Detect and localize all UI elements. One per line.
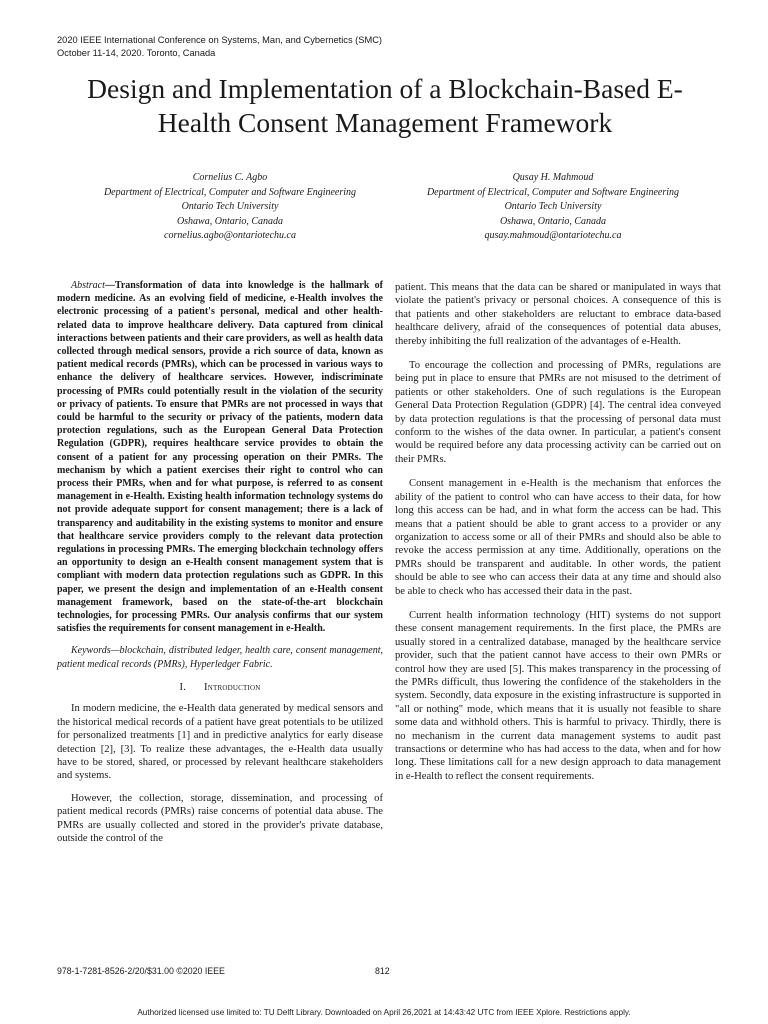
author-university: Ontario Tech University: [504, 201, 602, 213]
right-column: [395, 281, 721, 792]
paragraph: To encourage the collection and processing of PMRs, regulations are being put in place to ensure that PMRs are not misused to the detriment of patients or other stakeholders. One of such regulations is the European General Data Protection Regulation (GDPR) [4]. The central idea conveyed by data protection regulations is that the processing of personal data must conform to the wishes of the data owner. In particular, a patient's consent would be required before any data processing activity can be carried out on their PMRs.: [395, 360, 721, 465]
abstract-text: —Transformation of data into knowledge is the hallmark of modern medicine. As an evolving field of medicine, e-Health involves the electronic processing of a patient's personal, medical and other health-related data to improve healthcare delivery. Data captured from clinical interactions between patients and their care providers, as well as health data collected through medical sensors, provide a rich source of data, known as patient medical records (PMRs), which can be processed in various ways to enhance the delivery of healthcare services. However, indiscriminate processing of PMRs could potentially result in the violation of the security or privacy of patients. To ensure that PMRs are not processed in ways that could be harmful to the security or privacy of the patients, modern data protection regulations, such as the European General Data Protection Regulation (GDPR), requires healthcare service provides to obtain the consent of a patient for any processing operation on their PMRs. The mechanism by which a patient exercises their right to control who can process their PMRs, when and for what purpose, is referred to as consent management in e-Health. Existing health information technology systems do not provide adequate support for consent management; there is a lack of transparency and auditability in the existing systems to monitor and ensure that healthcare service providers comply to the relevant data protection regulations in processing PMRs. The emerging blockchain technology offers an opportunity to design an e-Health consent management system that is compliant with modern data protection regulations such as GDPR. In this paper, we present the design and implementation of an e-Health consent management framework, based on the state-of-the-art blockchain technologies, for processing PMRs. Our analysis confirms that our system satisfies the requirements for consent management in e-Health.: [57, 280, 383, 635]
author-city: Oshawa, Ontario, Canada: [499, 215, 607, 227]
title-line-2: Health Consent Management Framework: [157, 107, 613, 138]
author-name: Cornelius C. Agbo: [192, 172, 268, 183]
section-title: Introduction: [204, 681, 261, 693]
section-number: I.: [179, 681, 187, 693]
paragraph: patient. This means that the data can be shared or manipulated in ways that violate the patient's privacy or personal choices. A consequence of this is that patients and other stakeholders are reluctant to embrace data-based healthcare delivery, afraid of the consequences of potential data abuses, thereby inhibiting the full realization of the advantages of e-Health.: [395, 282, 721, 347]
paper-title: [40, 72, 730, 140]
paragraph: In modern medicine, the e-Health data generated by medical sensors and the historical medical records of a patient have great potentials to be utilized for personalized treatments [1] and in predictive analytics for early disease detection [2], [3]. To realize these advantages, the e-Health data usually have to be stored, shared, or processed by relevant healthcare stakeholders and systems.: [57, 703, 383, 782]
paragraph: However, the collection, storage, dissemination, and processing of patient medical records (PMRs) raise concerns of potential data abuse. The PMRs are usually collected and stored in the provider's private database, outside the control of the: [57, 792, 383, 844]
copyright-notice: 978-1-7281-8526-2/20/$31.00 ©2020 IEEE: [57, 966, 225, 976]
section-heading-introduction: [57, 681, 383, 694]
author-email: cornelius.agbo@ontariotechu.ca: [164, 230, 296, 242]
author-department: Department of Electrical, Computer and Software Engineering: [426, 186, 680, 198]
abstract: [57, 279, 383, 635]
keywords: [57, 644, 383, 670]
author-city: Oshawa, Ontario, Canada: [176, 215, 284, 227]
conference-line-2: October 11-14, 2020. Toronto, Canada: [57, 47, 216, 58]
author-email: qusay.mahmoud@ontariotechu.ca: [484, 230, 622, 242]
author-name: Qusay H. Mahmoud: [512, 172, 594, 183]
author-block-2: [403, 171, 703, 244]
licence-notice: Authorized licensed use limited to: TU Delft Library. Downloaded on April 26,2021 at 14:43:42 UTC from IEEE Xplore. Restrictions apply.: [137, 1008, 631, 1017]
conference-header: [57, 34, 382, 59]
author-block-1: [80, 171, 380, 244]
author-university: Ontario Tech University: [181, 201, 279, 213]
page-number: 812: [375, 966, 390, 976]
author-department: Department of Electrical, Computer and Software Engineering: [103, 186, 357, 198]
paragraph: Consent management in e-Health is the mechanism that enforces the ability of the patient to control who can have access to their data, for how long this access can be had, and in what form the access can be had. This means that a patient should be able to grant access to a provider or any organization to access some or all of their PMRs and should also be able to revoke the access permission at any time. Additionally, operations on the PMRs should be transparent and auditable. In other words, the patient should be able to see who can access their data at any time and should also be able to check who has accessed their data in the past.: [395, 478, 721, 597]
conference-line-1: 2020 IEEE International Conference on Systems, Man, and Cybernetics (SMC): [57, 35, 383, 45]
keywords-text: —blockchain, distributed ledger, health care, consent management, patient medical records (PMRs), Hyperledger Fabric.: [57, 645, 383, 670]
left-column: [57, 279, 383, 854]
title-line-1: Design and Implementation of a Blockchain-Based E-: [87, 73, 683, 104]
paragraph: Current health information technology (HIT) systems do not support these consent management requirements. In the first place, the PMRs are usually stored in a centralized database, managed by the healthcare service provider, such that the patient cannot have access to their own PMRs or control how they are used [5]. This makes transparency in the processing of the PMRs difficult, thus lowering the confidence of the stakeholders in the system. Secondly, data exposure in the existing infrastructure is supported in "all or nothing" mode, which means that it is usually not feasible to share some data and withhold others. This is harmful to privacy. Thirdly, there is no mechanism in the current data management systems to audit past transactions or determine who has had access to the data, when and for how long. These limitations call for a new design approach to data management in e-Health to reflect the consent requirements.: [395, 609, 721, 782]
keywords-label: Keywords: [71, 645, 111, 657]
abstract-label: Abstract: [71, 280, 105, 291]
